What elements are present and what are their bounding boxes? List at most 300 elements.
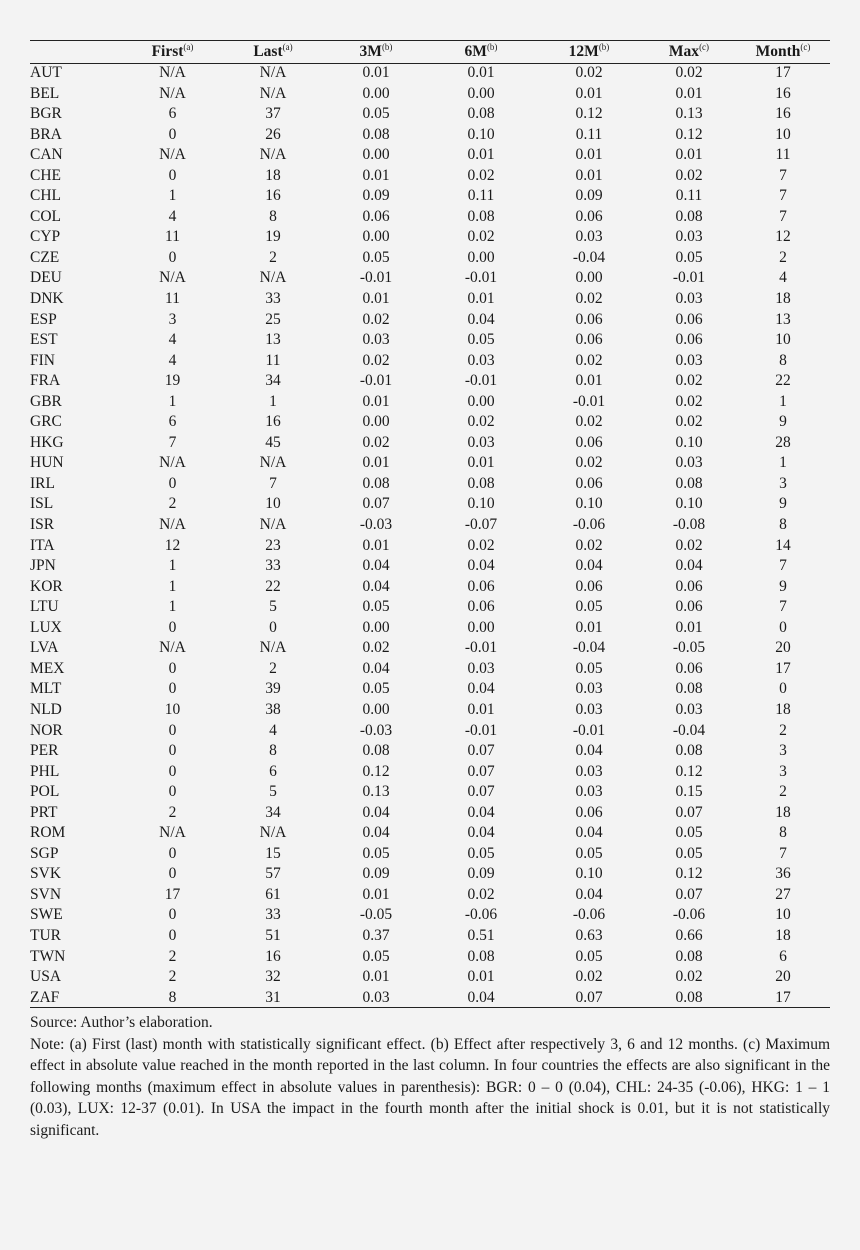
cell-first: 0 xyxy=(168,721,177,739)
cell-6m: 0.01 xyxy=(467,146,495,164)
cell-country: HUN xyxy=(30,454,64,472)
cell-country: FIN xyxy=(30,351,55,369)
cell-12m: -0.06 xyxy=(572,906,606,924)
table-row xyxy=(30,947,830,968)
cell-12m: 0.01 xyxy=(575,372,603,390)
cell-max: 0.02 xyxy=(675,413,703,431)
cell-3m: 0.00 xyxy=(362,228,390,246)
cell-6m: 0.04 xyxy=(467,310,495,328)
cell-max: 0.03 xyxy=(675,228,703,246)
table-row xyxy=(30,700,830,721)
cell-6m: 0.01 xyxy=(467,454,495,472)
cell-last: N/A xyxy=(259,64,287,81)
cell-country: LUX xyxy=(30,618,62,636)
cell-country: SGP xyxy=(30,844,59,862)
cell-first: N/A xyxy=(159,639,186,657)
cell-3m: 0.05 xyxy=(362,248,390,266)
table-bottom-rule xyxy=(30,1007,830,1008)
cell-month: 2 xyxy=(779,783,787,801)
cell-6m: -0.01 xyxy=(464,639,498,657)
cell-max: 0.05 xyxy=(675,844,703,862)
cell-max: 0.06 xyxy=(675,310,703,328)
cell-12m: 0.05 xyxy=(575,844,603,862)
cell-first: 0 xyxy=(168,659,177,677)
cell-12m: 0.02 xyxy=(575,351,603,369)
cell-12m: 0.04 xyxy=(575,824,603,842)
cell-12m: 0.02 xyxy=(575,290,603,308)
cell-month: 0 xyxy=(779,618,787,636)
cell-6m: 0.51 xyxy=(467,926,495,944)
cell-first: 0 xyxy=(168,865,177,883)
cell-3m: -0.05 xyxy=(359,906,393,924)
cell-3m: 0.01 xyxy=(362,166,390,184)
table-row xyxy=(30,145,830,166)
cell-month: 28 xyxy=(775,433,791,451)
cell-6m: 0.06 xyxy=(467,577,495,595)
cell-last: 37 xyxy=(265,105,281,123)
cell-first: 11 xyxy=(165,290,180,308)
cell-month: 17 xyxy=(775,64,791,81)
cell-country: ROM xyxy=(30,824,66,842)
cell-country: CHE xyxy=(30,166,61,184)
cell-12m: 0.01 xyxy=(575,166,603,184)
cell-6m: 0.04 xyxy=(467,557,495,575)
cell-country: CAN xyxy=(30,146,63,164)
cell-3m: 0.00 xyxy=(362,700,390,718)
cell-6m: 0.02 xyxy=(467,536,495,554)
cell-first: 2 xyxy=(168,803,177,821)
cell-month: 3 xyxy=(779,742,787,760)
cell-3m: 0.02 xyxy=(362,310,390,328)
cell-country: PHL xyxy=(30,762,60,780)
cell-12m: 0.03 xyxy=(575,700,603,718)
cell-max: 0.02 xyxy=(675,372,703,390)
cell-6m: 0.07 xyxy=(467,783,495,801)
cell-country: SVK xyxy=(30,865,62,883)
cell-month: 9 xyxy=(779,413,787,431)
cell-3m: 0.05 xyxy=(362,105,390,123)
cell-first: 1 xyxy=(168,577,177,595)
cell-month: 13 xyxy=(775,310,791,328)
cell-3m: 0.07 xyxy=(362,495,390,513)
cell-month: 7 xyxy=(779,166,787,184)
cell-6m: 0.05 xyxy=(467,331,495,349)
cell-country: NLD xyxy=(30,700,62,718)
cell-3m: 0.04 xyxy=(362,824,390,842)
header-row xyxy=(30,41,830,63)
cell-last: 26 xyxy=(265,125,281,143)
cell-country: CYP xyxy=(30,228,61,246)
cell-max: 0.06 xyxy=(675,598,703,616)
table-row xyxy=(30,207,830,228)
cell-country: NOR xyxy=(30,721,63,739)
note-paragraph: Note: (a) First (last) month with statistically significant effect. (b) Effect after respectively 3, 6 and 12 months. (c) Maximum effect in absolute value reached in the month reported in the last column. In four countries the effects are also significant in the following months (maximum effect in absolute values in parenthesis): BGR: 0 – 0 (0.04), CHL: 24-35 (-0.06), HKG: 1 – 1 (0.03), LUX: 12-37 (0.01). In USA the impact in the fourth month after the initial shock is 0.01, but it is not statistically significant. xyxy=(30,1035,830,1139)
cell-country: CHL xyxy=(30,187,61,205)
table-row xyxy=(30,104,830,125)
cell-country: LTU xyxy=(30,598,59,616)
cell-12m: 0.06 xyxy=(575,803,603,821)
cell-country: MEX xyxy=(30,659,65,677)
cell-3m: 0.08 xyxy=(362,742,390,760)
cell-12m: 0.06 xyxy=(575,474,603,492)
cell-max: 0.03 xyxy=(675,351,703,369)
table-row xyxy=(30,638,830,659)
cell-max: 0.12 xyxy=(675,762,703,780)
cell-last: 25 xyxy=(265,310,281,328)
cell-max: 0.12 xyxy=(675,865,703,883)
cell-country: ESP xyxy=(30,310,57,328)
cell-country: ISL xyxy=(30,495,54,513)
table-row xyxy=(30,618,830,639)
cell-country: DEU xyxy=(30,269,62,287)
cell-6m: -0.07 xyxy=(464,516,498,534)
cell-country: PRT xyxy=(30,803,58,821)
cell-max: 0.08 xyxy=(675,947,703,965)
cell-max: 0.11 xyxy=(675,187,703,205)
table-row xyxy=(30,330,830,351)
cell-last: 0 xyxy=(269,618,277,636)
cell-max: -0.06 xyxy=(672,906,706,924)
cell-3m: 0.08 xyxy=(362,125,390,143)
cell-first: 0 xyxy=(168,166,177,184)
cell-month: 3 xyxy=(779,474,787,492)
results-table xyxy=(30,41,830,1008)
table-row xyxy=(30,659,830,680)
cell-month: 8 xyxy=(779,824,787,842)
header-6m: $6M^{(b)}$ xyxy=(464,42,498,60)
table-row xyxy=(30,227,830,248)
cell-max: 0.10 xyxy=(675,495,703,513)
cell-first: N/A xyxy=(159,64,186,81)
cell-month: 27 xyxy=(775,885,791,903)
cell-6m: -0.01 xyxy=(464,372,498,390)
cell-max: 0.07 xyxy=(675,803,703,821)
cell-last: 39 xyxy=(265,680,281,698)
cell-max: 0.08 xyxy=(675,207,703,225)
cell-12m: 0.03 xyxy=(575,762,603,780)
table-row xyxy=(30,556,830,577)
cell-max: -0.05 xyxy=(672,639,706,657)
cell-month: 14 xyxy=(775,536,791,554)
cell-6m: 0.04 xyxy=(467,824,495,842)
cell-12m: 0.01 xyxy=(575,84,603,102)
cell-first: 2 xyxy=(168,947,177,965)
cell-3m: 0.01 xyxy=(362,64,390,81)
cell-first: N/A xyxy=(159,269,186,287)
cell-month: 18 xyxy=(775,290,791,308)
cell-month: 18 xyxy=(775,803,791,821)
cell-month: 18 xyxy=(775,700,791,718)
cell-first: 11 xyxy=(165,228,180,246)
cell-max: 0.01 xyxy=(675,84,703,102)
table-body xyxy=(30,63,830,1008)
cell-max: 0.08 xyxy=(675,474,703,492)
cell-month: 1 xyxy=(779,392,787,410)
table-row xyxy=(30,310,830,331)
cell-last: 16 xyxy=(265,413,281,431)
cell-12m: 0.06 xyxy=(575,433,603,451)
cell-first: 10 xyxy=(164,700,181,718)
cell-last: 4 xyxy=(269,721,277,739)
cell-last: 2 xyxy=(269,659,277,677)
cell-12m: 0.02 xyxy=(575,968,603,986)
cell-max: 0.05 xyxy=(675,248,703,266)
cell-6m: 0.01 xyxy=(467,700,495,718)
cell-first: 8 xyxy=(168,988,177,1006)
cell-month: 20 xyxy=(775,968,791,986)
cell-max: 0.07 xyxy=(675,885,703,903)
cell-6m: 0.08 xyxy=(467,947,495,965)
cell-3m: 0.05 xyxy=(362,598,390,616)
cell-month: 0 xyxy=(779,680,787,698)
cell-month: 11 xyxy=(775,146,791,164)
cell-max: 0.08 xyxy=(675,680,703,698)
cell-first: 0 xyxy=(168,474,177,492)
cell-last: 33 xyxy=(265,906,281,924)
cell-12m: 0.01 xyxy=(575,618,603,636)
cell-country: FRA xyxy=(30,372,61,390)
cell-month: 10 xyxy=(775,906,791,924)
cell-3m: 0.00 xyxy=(362,146,390,164)
cell-country: ITA xyxy=(30,536,55,554)
cell-last: 8 xyxy=(269,742,277,760)
cell-last: 18 xyxy=(265,166,281,184)
cell-last: 32 xyxy=(265,968,281,986)
cell-country: JPN xyxy=(30,557,56,575)
cell-12m: -0.04 xyxy=(572,248,606,266)
cell-6m: -0.01 xyxy=(464,721,498,739)
cell-last: N/A xyxy=(259,269,287,287)
cell-month: 9 xyxy=(779,577,787,595)
cell-3m: -0.01 xyxy=(359,269,393,287)
cell-first: 1 xyxy=(168,392,177,410)
cell-max: -0.04 xyxy=(672,721,706,739)
cell-6m: 0.05 xyxy=(467,844,495,862)
cell-3m: 0.00 xyxy=(362,84,390,102)
cell-last: N/A xyxy=(259,639,287,657)
table-row xyxy=(30,453,830,474)
cell-first: N/A xyxy=(159,824,186,842)
cell-first: 17 xyxy=(164,885,181,903)
cell-country: KOR xyxy=(30,577,63,595)
cell-3m: 0.01 xyxy=(362,290,390,308)
cell-month: 7 xyxy=(779,187,787,205)
cell-month: 7 xyxy=(779,207,787,225)
cell-last: N/A xyxy=(259,454,287,472)
cell-6m: 0.01 xyxy=(467,290,495,308)
cell-country: USA xyxy=(30,968,62,986)
cell-last: 5 xyxy=(269,783,277,801)
cell-country: PER xyxy=(30,742,59,760)
cell-month: 36 xyxy=(775,865,791,883)
cell-12m: 0.10 xyxy=(575,865,603,883)
cell-country: LVA xyxy=(30,639,59,657)
cell-month: 10 xyxy=(775,331,791,349)
table-row xyxy=(30,371,830,392)
table-row xyxy=(30,803,830,824)
cell-3m: 0.05 xyxy=(362,680,390,698)
cell-max: 0.06 xyxy=(675,577,703,595)
table-row xyxy=(30,885,830,906)
cell-3m: 0.05 xyxy=(362,844,390,862)
cell-3m: 0.02 xyxy=(362,639,390,657)
cell-country: TWN xyxy=(30,947,66,965)
cell-12m: 0.03 xyxy=(575,783,603,801)
cell-month: 8 xyxy=(779,351,787,369)
cell-3m: 0.03 xyxy=(362,331,390,349)
cell-max: 0.03 xyxy=(675,290,703,308)
table-row xyxy=(30,721,830,742)
cell-6m: 0.08 xyxy=(467,207,495,225)
cell-first: N/A xyxy=(159,516,186,534)
cell-12m: 0.10 xyxy=(575,495,603,513)
cell-country: AUT xyxy=(30,64,62,81)
cell-last: N/A xyxy=(259,824,287,842)
cell-last: N/A xyxy=(259,516,287,534)
cell-max: 0.02 xyxy=(675,968,703,986)
cell-3m: 0.37 xyxy=(362,926,390,944)
cell-3m: 0.06 xyxy=(362,207,390,225)
cell-12m: -0.01 xyxy=(572,721,606,739)
cell-country: ISR xyxy=(30,516,55,534)
cell-last: 31 xyxy=(265,988,281,1006)
cell-6m: -0.06 xyxy=(464,906,498,924)
cell-6m: 0.10 xyxy=(467,495,495,513)
cell-last: 2 xyxy=(269,248,277,266)
cell-6m: 0.11 xyxy=(467,187,495,205)
cell-first: 0 xyxy=(168,844,177,862)
cell-first: 0 xyxy=(168,906,177,924)
cell-last: 11 xyxy=(265,351,281,369)
cell-12m: -0.06 xyxy=(572,516,606,534)
cell-month: 9 xyxy=(779,495,787,513)
cell-6m: 0.04 xyxy=(467,680,495,698)
table-row xyxy=(30,844,830,865)
table-row xyxy=(30,741,830,762)
cell-max: 0.03 xyxy=(675,700,703,718)
cell-3m: 0.04 xyxy=(362,659,390,677)
cell-first: 0 xyxy=(168,248,177,266)
cell-last: N/A xyxy=(259,146,287,164)
cell-12m: 0.02 xyxy=(575,64,603,81)
cell-6m: 0.02 xyxy=(467,885,495,903)
table-row xyxy=(30,905,830,926)
cell-first: 7 xyxy=(168,433,177,451)
cell-last: 61 xyxy=(265,885,281,903)
table-row xyxy=(30,679,830,700)
cell-12m: 0.06 xyxy=(575,207,603,225)
cell-last: 45 xyxy=(265,433,281,451)
table-row xyxy=(30,515,830,536)
cell-12m: 0.07 xyxy=(575,988,603,1006)
cell-max: 0.01 xyxy=(675,146,703,164)
cell-12m: 0.11 xyxy=(575,125,603,143)
cell-3m: 0.00 xyxy=(362,413,390,431)
table-row xyxy=(30,823,830,844)
cell-3m: 0.01 xyxy=(362,392,390,410)
cell-first: 0 xyxy=(168,762,177,780)
cell-6m: 0.02 xyxy=(467,413,495,431)
cell-last: 1 xyxy=(269,392,277,410)
cell-last: 34 xyxy=(265,803,281,821)
cell-month: 16 xyxy=(775,105,791,123)
cell-first: 6 xyxy=(168,413,177,431)
cell-6m: 0.09 xyxy=(467,865,495,883)
cell-last: 15 xyxy=(265,844,281,862)
cell-month: 6 xyxy=(779,947,787,965)
table-row xyxy=(30,577,830,598)
table-row xyxy=(30,926,830,947)
cell-6m: 0.02 xyxy=(467,228,495,246)
cell-last: 19 xyxy=(265,228,281,246)
cell-month: 7 xyxy=(779,844,787,862)
cell-first: N/A xyxy=(159,454,186,472)
cell-3m: 0.04 xyxy=(362,557,390,575)
table-row xyxy=(30,433,830,454)
cell-first: 0 xyxy=(168,742,177,760)
cell-12m: 0.04 xyxy=(575,742,603,760)
cell-country: GBR xyxy=(30,392,62,410)
cell-3m: 0.08 xyxy=(362,474,390,492)
cell-3m: 0.00 xyxy=(362,618,390,636)
cell-month: 1 xyxy=(779,454,787,472)
cell-country: BRA xyxy=(30,125,62,143)
cell-3m: -0.01 xyxy=(359,372,393,390)
cell-max: 0.66 xyxy=(675,926,703,944)
cell-first: 19 xyxy=(164,372,181,390)
table-row xyxy=(30,63,830,84)
cell-last: 38 xyxy=(265,700,281,718)
cell-max: 0.02 xyxy=(675,392,703,410)
header-month: Month$^{(c)}$ xyxy=(755,42,811,60)
cell-last: 6 xyxy=(269,762,277,780)
cell-max: 0.06 xyxy=(675,331,703,349)
cell-6m: 0.07 xyxy=(467,762,495,780)
cell-month: 2 xyxy=(779,721,787,739)
cell-last: 16 xyxy=(265,947,281,965)
cell-last: 8 xyxy=(269,207,277,225)
table-row xyxy=(30,474,830,495)
cell-3m: 0.01 xyxy=(362,536,390,554)
table-row xyxy=(30,268,830,289)
cell-max: 0.13 xyxy=(675,105,703,123)
cell-month: 17 xyxy=(775,659,791,677)
cell-max: 0.10 xyxy=(675,433,703,451)
cell-12m: 0.12 xyxy=(575,105,603,123)
header-max: Max$^{(c)}$ xyxy=(668,42,710,60)
cell-month: 7 xyxy=(779,557,787,575)
table-row xyxy=(30,536,830,557)
cell-country: IRL xyxy=(30,474,55,492)
table-row xyxy=(30,289,830,310)
cell-country: SWE xyxy=(30,906,63,924)
table-row xyxy=(30,782,830,803)
cell-12m: 0.06 xyxy=(575,331,603,349)
cell-last: 13 xyxy=(265,331,281,349)
cell-max: 0.02 xyxy=(675,166,703,184)
cell-last: 33 xyxy=(265,290,281,308)
cell-12m: 0.05 xyxy=(575,659,603,677)
cell-last: 34 xyxy=(265,372,281,390)
cell-12m: 0.03 xyxy=(575,680,603,698)
cell-12m: 0.02 xyxy=(575,454,603,472)
cell-3m: 0.02 xyxy=(362,433,390,451)
cell-6m: 0.00 xyxy=(467,84,495,102)
cell-max: 0.08 xyxy=(675,988,703,1006)
cell-3m: 0.12 xyxy=(362,762,390,780)
cell-6m: 0.06 xyxy=(467,598,495,616)
cell-country: HKG xyxy=(30,433,64,451)
